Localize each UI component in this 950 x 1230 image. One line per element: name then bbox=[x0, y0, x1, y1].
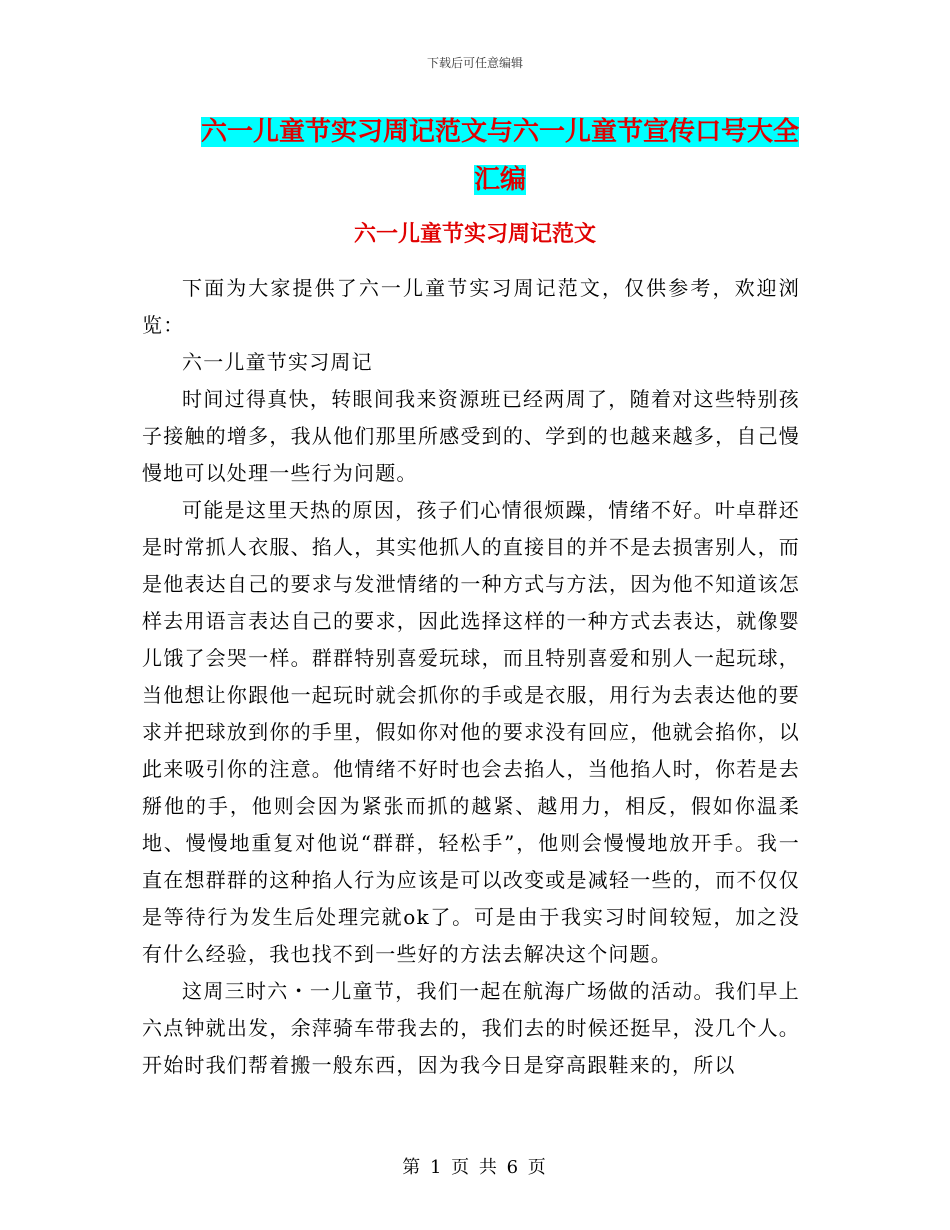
paragraph: 时间过得真快，转眼间我来资源班已经两周了，随着对这些特别孩子接触的增多，我从他们那里所感受到的、学到的也越来越多，自己慢慢地可以处理一些行为问题。 bbox=[142, 387, 800, 485]
paragraph-subheading: 六一儿童节实习周记 bbox=[182, 350, 373, 374]
document-title-line-2: 汇编 bbox=[473, 165, 526, 195]
page-footer: 第 1 页 共 6 页 bbox=[402, 1157, 548, 1178]
document-title bbox=[150, 108, 850, 204]
document-title-line-1: 六一儿童节实习周记范文与六一儿童节宣传口号大全 bbox=[200, 117, 799, 147]
section-title: 六一儿童节实习周记范文 bbox=[353, 221, 596, 247]
paragraph: 这周三时六・一儿童节，我们一起在航海广场做的活动。我们早上六点钟就出发，余萍骑车带我去的，我们去的时候还挺早，没几个人。开始时我们帮着搬一般东西，因为我今日是穿高跟鞋来的，所以 bbox=[142, 979, 800, 1077]
document-body bbox=[142, 270, 800, 1084]
header-note: 下载后可任意编辑 bbox=[426, 56, 523, 70]
paragraph-intro: 下面为大家提供了六一儿童节实习周记范文，仅供参考，欢迎浏览： bbox=[142, 276, 800, 337]
paragraph: 可能是这里天热的原因，孩子们心情很烦躁，情绪不好。叶卓群还是时常抓人衣服、掐人，其实他抓人的直接目的并不是去损害别人，而是他表达自己的要求与发泄情绪的一种方式与方法，因为他不知道该怎样去用语言表达自己的要求，因此选择这样的一种方式去表达，就像婴儿饿了会哭一样。群群特别喜爱玩球，而且特别喜爱和别人一起玩球，当他想让你跟他一起玩时就会抓你的手或是衣服，用行为去表达他的要求并把球放到你的手里，假如你对他的要求没有回应，他就会掐你，以此来吸引你的注意。他情绪不好时也会去掐人，当他掐人时，你若是去掰他的手，他则会因为紧张而抓的越紧、越用力，相反，假如你温柔地、慢慢地重复对他说“群群，轻松手”，他则会慢慢地放开手。我一直在想群群的这种掐人行为应该是可以改变或是减轻一些的，而不仅仅是等待行为发生后处理完就ok了。可是由于我实习时间较短，加之没有什么经验，我也找不到一些好的方法去解决这个问题。 bbox=[142, 498, 800, 966]
